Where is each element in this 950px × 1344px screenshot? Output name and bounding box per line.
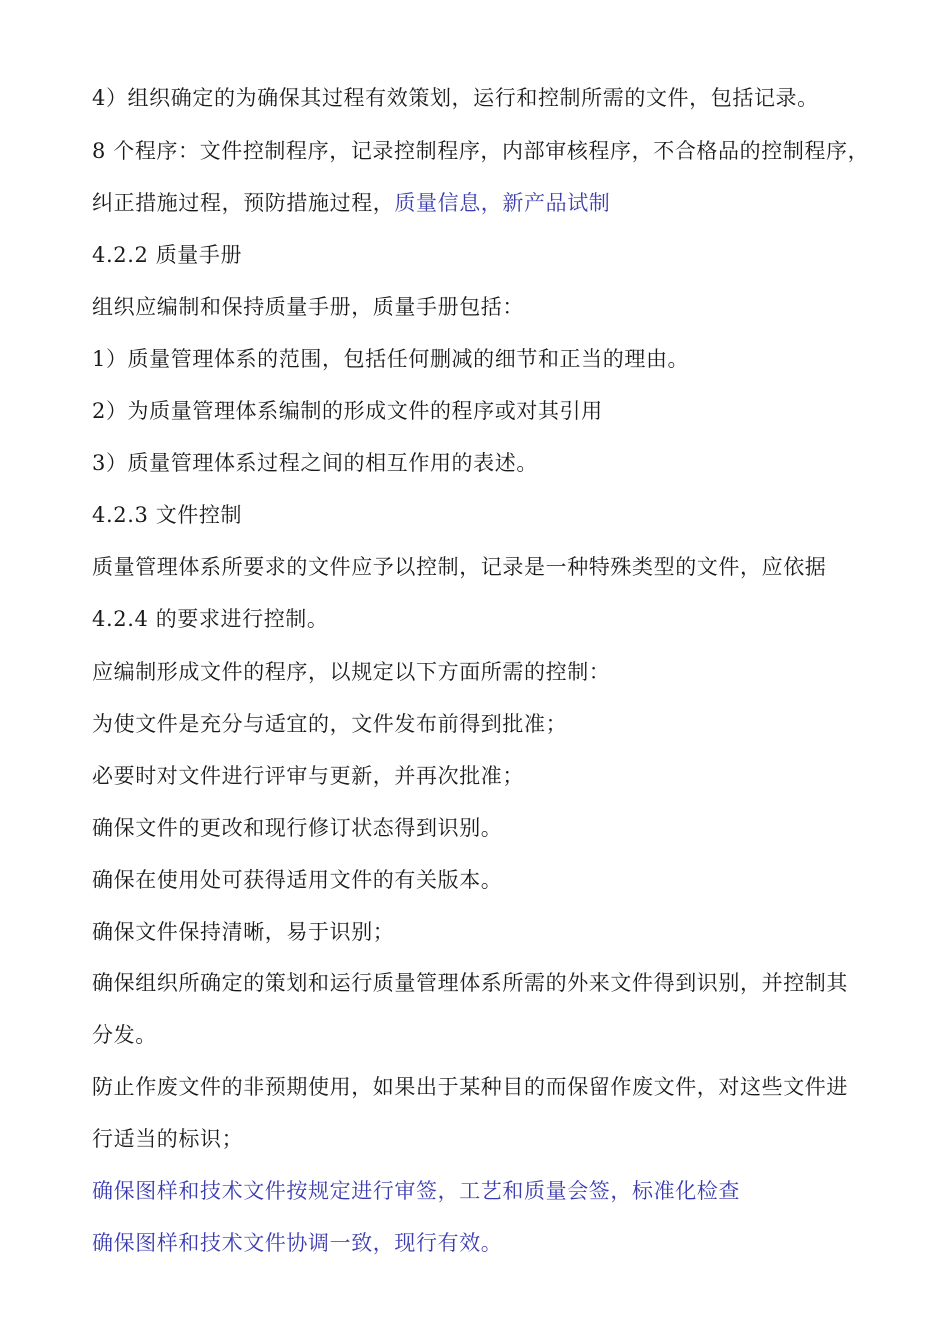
control-item-external-cont: 分发。 <box>92 1023 157 1047</box>
paragraph-item-4: 4）组织确定的为确保其过程有效策划，运行和控制所需的文件，包括记录。 <box>92 86 819 110</box>
section-heading-document-control: 4.2.3 文件控制 <box>92 503 243 527</box>
control-item-legible: 确保文件保持清晰，易于识别； <box>92 920 395 944</box>
control-item-external: 确保组织所确定的策划和运行质量管理体系所需的外来文件得到识别，并控制其 <box>92 971 848 995</box>
control-item-availability: 确保在使用处可获得适用文件的有关版本。 <box>92 868 503 892</box>
control-item-approval: 为使文件是充分与适宜的，文件发布前得到批准； <box>92 712 568 736</box>
control-item-review: 必要时对文件进行评审与更新，并再次批准； <box>92 764 524 788</box>
control-item-obsolete: 防止作废文件的非预期使用，如果出于某种目的而保留作废文件，对这些文件进 <box>92 1075 848 1099</box>
control-item-revision: 确保文件的更改和现行修订状态得到识别。 <box>92 816 503 840</box>
paragraph-procedure-controls: 应编制形成文件的程序，以规定以下方面所需的控制： <box>92 660 611 684</box>
section-heading-quality-manual: 4.2.2 质量手册 <box>92 243 243 267</box>
paragraph-document-control-cont: 4.2.4 的要求进行控制。 <box>92 607 329 631</box>
list-item-2: 2）为质量管理体系编制的形成文件的程序或对其引用 <box>92 399 603 423</box>
list-item-1: 1）质量管理体系的范围，包括任何删减的细节和正当的理由。 <box>92 347 690 371</box>
paragraph-eight-procedures-cont <box>92 189 892 217</box>
control-item-obsolete-cont: 行适当的标识； <box>92 1127 244 1151</box>
paragraph-quality-manual-intro: 组织应编制和保持质量手册，质量手册包括： <box>92 295 524 319</box>
control-item-drawing-signoff: 确保图样和技术文件按规定进行审签，工艺和质量会签，标准化检查 <box>92 1179 740 1203</box>
procedures-highlight-text: 质量信息，新产品试制 <box>394 191 611 215</box>
paragraph-eight-procedures: 8 个程序：文件控制程序，记录控制程序，内部审核程序，不合格品的控制程序， <box>92 139 870 163</box>
paragraph-document-control: 质量管理体系所要求的文件应予以控制，记录是一种特殊类型的文件，应依据 <box>92 555 827 579</box>
procedures-plain-text: 纠正措施过程，预防措施过程， <box>92 191 395 215</box>
control-item-drawing-consistency: 确保图样和技术文件协调一致，现行有效。 <box>92 1231 503 1255</box>
list-item-3: 3）质量管理体系过程之间的相互作用的表述。 <box>92 451 538 475</box>
